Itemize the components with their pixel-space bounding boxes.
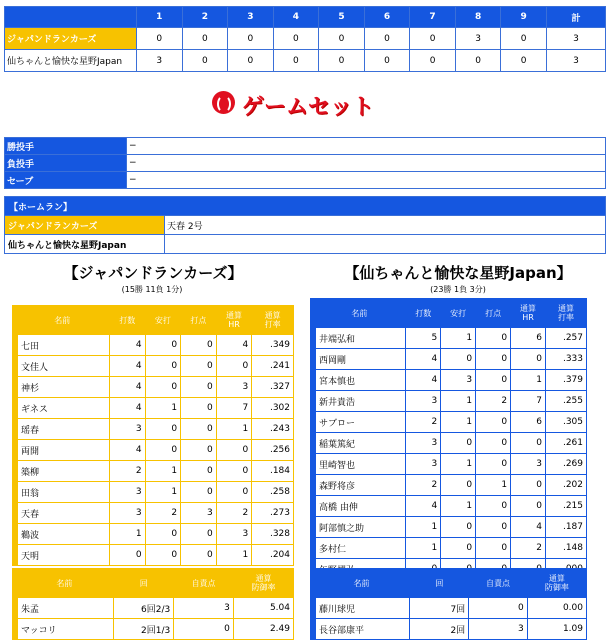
player-name: 新井貴浩: [313, 391, 406, 412]
inning-header: 2: [182, 7, 228, 28]
pitching-header-cell: 回: [410, 569, 469, 598]
pitching-header-cell: 通算 防御率: [527, 569, 586, 598]
baseball-icon: [212, 91, 235, 114]
batting-stat-cell: 4: [406, 349, 441, 370]
batting-row: [313, 391, 587, 412]
batting-row: [313, 349, 587, 370]
batting-stat-cell: 0: [441, 517, 476, 538]
homerun-team: ジャパンドランカーズ: [5, 216, 165, 235]
loss-pitcher-label: 負投手: [5, 155, 127, 172]
batting-row: [313, 412, 587, 433]
batting-header-cell: 通算 打率: [546, 299, 587, 328]
batting-stat-cell: .349: [252, 335, 294, 356]
player-name: 天明: [15, 545, 110, 566]
pitching-header-cell: 自責点: [469, 569, 528, 598]
inning-score: 0: [137, 28, 183, 50]
batting-stat-cell: 2: [216, 503, 252, 524]
homerun-table: [4, 196, 606, 254]
batting-stat-cell: 1: [441, 412, 476, 433]
batting-stat-cell: .243: [252, 419, 294, 440]
left-batting-table: [12, 305, 294, 566]
batting-stat-cell: 0: [441, 433, 476, 454]
pitching-row: [15, 598, 294, 619]
player-name: ギネス: [15, 398, 110, 419]
left-pitching-panel: [12, 568, 294, 640]
batting-stat-cell: 0: [181, 419, 217, 440]
inning-score: 0: [273, 50, 319, 72]
pitching-stat-cell: 0.00: [527, 598, 586, 619]
batting-row: [15, 398, 294, 419]
batting-stat-cell: 1: [511, 370, 546, 391]
batting-stat-cell: .204: [252, 545, 294, 566]
inning-score: 0: [182, 28, 228, 50]
batting-stat-cell: .257: [546, 328, 587, 349]
player-name: 稲葉篤紀: [313, 433, 406, 454]
left-pitching-table: [12, 568, 294, 640]
batting-stat-cell: 3: [110, 503, 146, 524]
scoreboard: [4, 6, 606, 72]
homerun-team: 仙ちゃんと愉快な星野Japan: [5, 235, 165, 254]
pitchers-of-record: [4, 137, 606, 189]
batting-stat-cell: .255: [546, 391, 587, 412]
game-set-title: ゲームセット: [242, 95, 375, 120]
batting-stat-cell: 0: [110, 545, 146, 566]
inning-header: 5: [319, 7, 365, 28]
player-name: 長谷部康平: [313, 619, 410, 640]
batting-stat-cell: 2: [110, 461, 146, 482]
pitching-row: [15, 619, 294, 640]
batting-header-cell: 打点: [476, 299, 511, 328]
batting-stat-cell: 0: [441, 538, 476, 559]
batting-header-cell: 打点: [181, 306, 217, 335]
batting-row: [15, 503, 294, 524]
batting-stat-cell: 1: [441, 496, 476, 517]
batting-row: [313, 538, 587, 559]
inning-score: 0: [182, 50, 228, 72]
batting-stat-cell: 4: [406, 496, 441, 517]
batting-stat-cell: 0: [181, 440, 217, 461]
batting-stat-cell: 7: [216, 398, 252, 419]
batting-stat-cell: .256: [252, 440, 294, 461]
total-score: 3: [546, 28, 605, 50]
batting-stat-cell: 0: [511, 475, 546, 496]
batting-stat-cell: 0: [476, 496, 511, 517]
batting-stat-cell: 0: [181, 461, 217, 482]
right-team-record: (23勝 1負 3分): [430, 285, 486, 294]
batting-stat-cell: .258: [252, 482, 294, 503]
batting-stat-cell: 0: [476, 517, 511, 538]
inning-score: 3: [137, 50, 183, 72]
batting-row: [15, 545, 294, 566]
batting-header-cell: 安打: [441, 299, 476, 328]
batting-stat-cell: 4: [110, 335, 146, 356]
batting-header-cell: 名前: [313, 299, 406, 328]
batting-stat-cell: .187: [546, 517, 587, 538]
batting-header-row: [313, 299, 587, 328]
inning-score: 0: [228, 50, 274, 72]
batting-stat-cell: 4: [110, 398, 146, 419]
homerun-value: [165, 235, 606, 254]
batting-stat-cell: .269: [546, 454, 587, 475]
pitching-stat-cell: 3: [174, 598, 234, 619]
batting-header-cell: 打数: [406, 299, 441, 328]
batting-stat-cell: 2: [511, 538, 546, 559]
inning-header: 4: [273, 7, 319, 28]
batting-stat-cell: 1: [441, 391, 476, 412]
batting-stat-cell: .273: [252, 503, 294, 524]
batting-stat-cell: 3: [511, 454, 546, 475]
player-name: 両開: [15, 440, 110, 461]
batting-row: [313, 328, 587, 349]
batting-stat-cell: .215: [546, 496, 587, 517]
batting-stat-cell: 0: [181, 377, 217, 398]
batting-stat-cell: 4: [406, 370, 441, 391]
home-team-name: 仙ちゃんと愉快な星野Japan: [5, 50, 137, 72]
batting-stat-cell: 0: [216, 356, 252, 377]
batting-row: [313, 370, 587, 391]
batting-stat-cell: 1: [145, 482, 181, 503]
batting-stat-cell: 1: [441, 328, 476, 349]
pitching-header-cell: 名前: [15, 569, 114, 598]
batting-stat-cell: 0: [216, 461, 252, 482]
batting-row: [15, 461, 294, 482]
player-name: 七田: [15, 335, 110, 356]
player-name: 築柳: [15, 461, 110, 482]
pitching-stat-cell: 0: [174, 619, 234, 640]
batting-stat-cell: .184: [252, 461, 294, 482]
player-name: 高橋 由伸: [313, 496, 406, 517]
scoreboard-row-home: [5, 50, 606, 72]
homerun-header-row: [5, 197, 606, 216]
batting-row: [15, 419, 294, 440]
batting-stat-cell: 2: [406, 475, 441, 496]
pitching-stat-cell: 3: [469, 619, 528, 640]
total-header: 計: [546, 7, 605, 28]
inning-score: 0: [410, 28, 456, 50]
player-name: 天春: [15, 503, 110, 524]
batting-stat-cell: 6: [511, 328, 546, 349]
batting-row: [15, 356, 294, 377]
batting-header-cell: 打数: [110, 306, 146, 335]
batting-stat-cell: 0: [476, 328, 511, 349]
left-batting-panel: [12, 305, 294, 566]
batting-stat-cell: 4: [511, 517, 546, 538]
batting-row: [15, 482, 294, 503]
batting-stat-cell: 3: [406, 454, 441, 475]
batting-stat-cell: 1: [476, 475, 511, 496]
batting-stat-cell: 0: [476, 433, 511, 454]
batting-stat-cell: .327: [252, 377, 294, 398]
batting-stat-cell: 0: [181, 335, 217, 356]
inning-score: 0: [228, 28, 274, 50]
batting-header-cell: 名前: [15, 306, 110, 335]
player-name: 田翁: [15, 482, 110, 503]
pitching-stat-cell: 7回: [410, 598, 469, 619]
player-name: 鵜波: [15, 524, 110, 545]
scoreboard-corner: [5, 7, 137, 28]
batting-stat-cell: 0: [181, 398, 217, 419]
batting-stat-cell: 0: [476, 412, 511, 433]
save-pitcher-value: −: [127, 172, 606, 189]
homerun-row: [5, 216, 606, 235]
batting-stat-cell: .148: [546, 538, 587, 559]
batting-row: [313, 496, 587, 517]
batting-stat-cell: 0: [181, 356, 217, 377]
player-name: 阿部慎之助: [313, 517, 406, 538]
batting-row: [15, 440, 294, 461]
inning-header: 7: [410, 7, 456, 28]
save-pitcher-label: セーブ: [5, 172, 127, 189]
inning-header: 3: [228, 7, 274, 28]
batting-stat-cell: 3: [441, 370, 476, 391]
batting-stat-cell: .379: [546, 370, 587, 391]
batting-header-row: [15, 306, 294, 335]
pitching-stat-cell: 1.09: [527, 619, 586, 640]
batting-stat-cell: 5: [406, 328, 441, 349]
save-pitcher-row: [5, 172, 606, 189]
loss-pitcher-row: [5, 155, 606, 172]
player-name: 瑶春: [15, 419, 110, 440]
batting-stat-cell: .305: [546, 412, 587, 433]
batting-row: [15, 335, 294, 356]
pitching-row: [313, 598, 587, 619]
loss-pitcher-value: −: [127, 155, 606, 172]
batting-stat-cell: 1: [406, 517, 441, 538]
inning-header: 9: [501, 7, 547, 28]
batting-stat-cell: 0: [145, 440, 181, 461]
right-batting-table: [310, 298, 587, 580]
batting-stat-cell: 1: [110, 524, 146, 545]
player-name: マッコリ: [15, 619, 114, 640]
right-pitching-table: [310, 568, 587, 640]
player-name: 里崎智也: [313, 454, 406, 475]
batting-stat-cell: 3: [216, 377, 252, 398]
pitching-header-cell: 回: [114, 569, 174, 598]
batting-stat-cell: 0: [511, 433, 546, 454]
batting-stat-cell: 0: [511, 349, 546, 370]
game-set-banner: [212, 88, 412, 120]
batting-stat-cell: 0: [145, 335, 181, 356]
scoreboard-row-away: [5, 28, 606, 50]
player-name: サブロー: [313, 412, 406, 433]
pitching-stat-cell: 2回: [410, 619, 469, 640]
batting-stat-cell: 0: [181, 545, 217, 566]
batting-stat-cell: 1: [216, 419, 252, 440]
batting-stat-cell: 4: [110, 440, 146, 461]
inning-score: 0: [273, 28, 319, 50]
inning-score: 0: [455, 50, 501, 72]
pitching-stat-cell: 2回1/3: [114, 619, 174, 640]
right-team-title: 【仙ちゃんと愉快な星野Japan】: [344, 264, 572, 282]
batting-stat-cell: .333: [546, 349, 587, 370]
inning-score: 0: [410, 50, 456, 72]
inning-header: 8: [455, 7, 501, 28]
batting-stat-cell: 3: [406, 433, 441, 454]
batting-stat-cell: 0: [145, 377, 181, 398]
batting-stat-cell: 0: [511, 496, 546, 517]
left-team-record: (15勝 11負 1分): [121, 285, 183, 294]
batting-header-cell: 通算 HR: [511, 299, 546, 328]
batting-header-cell: 安打: [145, 306, 181, 335]
batting-stat-cell: 3: [216, 524, 252, 545]
batting-stat-cell: 1: [145, 461, 181, 482]
inning-score: 0: [501, 28, 547, 50]
batting-stat-cell: 0: [441, 475, 476, 496]
pitching-row: [313, 619, 587, 640]
inning-score: 0: [364, 50, 410, 72]
batting-stat-cell: 1: [145, 398, 181, 419]
batting-row: [313, 517, 587, 538]
batting-stat-cell: 1: [406, 538, 441, 559]
player-name: 藤川球児: [313, 598, 410, 619]
batting-stat-cell: 3: [110, 482, 146, 503]
batting-stat-cell: .261: [546, 433, 587, 454]
batting-stat-cell: 0: [216, 440, 252, 461]
win-pitcher-row: [5, 138, 606, 155]
batting-stat-cell: 0: [145, 356, 181, 377]
batting-row: [313, 433, 587, 454]
batting-stat-cell: 3: [181, 503, 217, 524]
batting-stat-cell: 0: [476, 454, 511, 475]
player-name: 井端弘和: [313, 328, 406, 349]
batting-row: [15, 524, 294, 545]
batting-stat-cell: .302: [252, 398, 294, 419]
batting-stat-cell: 0: [145, 545, 181, 566]
homerun-row: [5, 235, 606, 254]
inning-score: 0: [501, 50, 547, 72]
right-batting-panel: [310, 298, 587, 580]
inning-score: 0: [364, 28, 410, 50]
win-pitcher-value: −: [127, 138, 606, 155]
inning-header: 6: [364, 7, 410, 28]
batting-stat-cell: 0: [476, 370, 511, 391]
away-team-name: ジャパンドランカーズ: [5, 28, 137, 50]
win-pitcher-label: 勝投手: [5, 138, 127, 155]
left-team-title: 【ジャパンドランカーズ】: [63, 264, 243, 282]
total-score: 3: [546, 50, 605, 72]
batting-stat-cell: 7: [511, 391, 546, 412]
batting-stat-cell: 3: [406, 391, 441, 412]
batting-stat-cell: 2: [145, 503, 181, 524]
right-pitching-panel: [310, 568, 587, 640]
batting-header-cell: 通算 打率: [252, 306, 294, 335]
batting-stat-cell: 0: [216, 482, 252, 503]
batting-stat-cell: 0: [145, 419, 181, 440]
player-name: 文佳人: [15, 356, 110, 377]
batting-stat-cell: 2: [476, 391, 511, 412]
batting-row: [313, 475, 587, 496]
pitching-header-row: [313, 569, 587, 598]
pitching-stat-cell: 6回2/3: [114, 598, 174, 619]
player-name: 宮本慎也: [313, 370, 406, 391]
batting-stat-cell: 0: [145, 524, 181, 545]
pitching-stat-cell: 0: [469, 598, 528, 619]
inning-header: 1: [137, 7, 183, 28]
batting-stat-cell: 0: [476, 538, 511, 559]
player-name: 西岡剛: [313, 349, 406, 370]
batting-stat-cell: 4: [110, 377, 146, 398]
inning-score: 0: [319, 50, 365, 72]
batting-stat-cell: 0: [181, 482, 217, 503]
batting-stat-cell: 4: [216, 335, 252, 356]
pitching-header-cell: 自責点: [174, 569, 234, 598]
pitching-stat-cell: 2.49: [233, 619, 293, 640]
batting-header-cell: 通算 HR: [216, 306, 252, 335]
batting-stat-cell: 2: [406, 412, 441, 433]
batting-row: [15, 377, 294, 398]
batting-stat-cell: 3: [110, 419, 146, 440]
player-name: 森野将彦: [313, 475, 406, 496]
pitching-header-cell: 通算 防御率: [233, 569, 293, 598]
homerun-value: 天春 2号: [165, 216, 606, 235]
inning-score: 0: [319, 28, 365, 50]
batting-stat-cell: 0: [476, 349, 511, 370]
player-name: 多村仁: [313, 538, 406, 559]
inning-score: 3: [455, 28, 501, 50]
player-name: 朱孟: [15, 598, 114, 619]
pitching-stat-cell: 5.04: [233, 598, 293, 619]
batting-stat-cell: 1: [216, 545, 252, 566]
batting-stat-cell: .202: [546, 475, 587, 496]
batting-stat-cell: 6: [511, 412, 546, 433]
pitching-header-cell: 名前: [313, 569, 410, 598]
batting-stat-cell: .328: [252, 524, 294, 545]
batting-stat-cell: 1: [441, 454, 476, 475]
batting-stat-cell: 0: [181, 524, 217, 545]
player-name: 神杉: [15, 377, 110, 398]
homerun-header: 【ホームラン】: [5, 197, 606, 216]
pitching-header-row: [15, 569, 294, 598]
batting-row: [313, 454, 587, 475]
batting-stat-cell: .241: [252, 356, 294, 377]
scoreboard-header-row: [5, 7, 606, 28]
batting-stat-cell: 0: [441, 349, 476, 370]
batting-stat-cell: 4: [110, 356, 146, 377]
